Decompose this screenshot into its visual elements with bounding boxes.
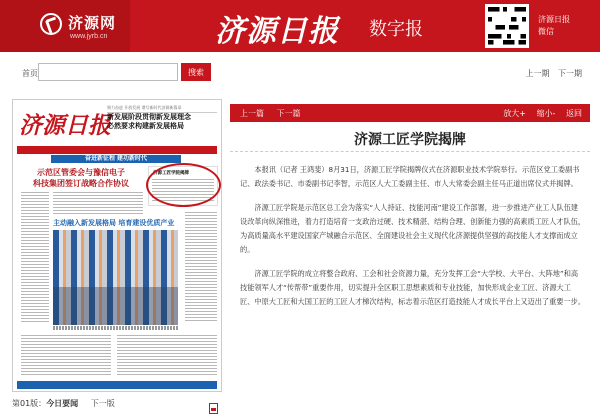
newspaper-mid-title[interactable]: 主动融入新发展格局 培育建设优质产业	[53, 219, 175, 227]
search-input[interactable]	[38, 63, 178, 81]
qr-caption: 济源日报 微信	[538, 15, 570, 36]
pdf-download-icon[interactable]	[209, 403, 218, 414]
prev-article-link[interactable]: 上一篇	[240, 109, 264, 118]
page-nav	[12, 398, 125, 409]
qr-code-icon	[488, 7, 526, 45]
search-button[interactable]: 搜索	[181, 63, 211, 81]
article-tools	[495, 108, 582, 119]
newspaper-ad-line: 聚力奋进 开放发展 谱写新时代济源新篇章	[107, 105, 217, 113]
newspaper-photo[interactable]	[53, 230, 178, 325]
site-name: 济源网	[68, 14, 117, 32]
prev-issue-link[interactable]: 上一期	[525, 69, 550, 78]
page-number: 第01版：	[12, 399, 47, 408]
newspaper-text-column[interactable]	[185, 212, 217, 322]
newspaper-article-mini-title[interactable]: 济源工匠学院揭牌	[153, 171, 189, 176]
newspaper-top-headlines	[107, 105, 217, 131]
newspaper-headline[interactable]: 必然要求构建新发展格局	[107, 122, 184, 130]
newspaper-photo-caption	[53, 326, 178, 330]
brand-title: 济源日报	[215, 14, 339, 49]
newspaper-text-column[interactable]	[21, 335, 111, 377]
back-button[interactable]: 返回	[566, 109, 582, 118]
site-logo-area[interactable]	[0, 0, 130, 52]
article-body	[240, 163, 585, 319]
article-paragraph: 济源工匠学院是示范区总工会为落实“人人持证、技能河南”建设工作部署，进一步推进产业工人队伍建设改革向纵深推进，着力打造培育一支政治过硬、技术精湛、结构合理、创新能力强的高素质工匠人才队伍，为高质量高水平建设国家产城融合示范区、全面建设社会主义现代化济源提供坚强的高技能人才支撑而成立的。	[240, 203, 586, 254]
newspaper-slogan: 奋进新征程 建功新时代	[51, 155, 181, 163]
newspaper-masthead: 济源日报	[19, 112, 111, 139]
article-toolbar	[230, 104, 590, 122]
newspaper-headline[interactable]: 新发展阶段贯彻新发展理念	[107, 113, 191, 121]
site-url: www.jyrb.cn	[70, 33, 108, 40]
article-paragraph: 本报讯（记者 王鸿斐）8月31日，济源工匠学院揭牌仪式在济源职业技术学院举行。示范区党工委副书记、政法委书记、市委副书记李智，示范区人大工委副主任、市人大常委会副主任马正道出席仪式并揭牌。	[240, 165, 580, 188]
newspaper-footer-bar	[17, 381, 217, 389]
lead-line: 示范区管委会与豫信电子	[37, 168, 125, 177]
newspaper-text-column[interactable]	[117, 335, 217, 377]
brand-subtitle: 数字报	[369, 19, 423, 40]
header-banner	[0, 0, 600, 52]
next-page-link[interactable]: 下一版	[90, 399, 115, 408]
zoom-out-button[interactable]: 缩小-	[536, 109, 556, 118]
home-link[interactable]: 首页	[22, 69, 38, 78]
article-title: 济源工匠学院揭牌	[354, 132, 466, 148]
selected-article-highlight	[146, 163, 221, 207]
newspaper-text-column[interactable]	[21, 192, 49, 322]
newspaper-red-band	[17, 146, 217, 154]
zoom-in-button[interactable]: 放大+	[503, 109, 527, 118]
next-issue-link[interactable]: 下一期	[558, 69, 582, 78]
newspaper-page-preview[interactable]	[12, 99, 222, 392]
article-nav	[240, 108, 311, 119]
issue-pager	[519, 68, 582, 79]
next-article-link[interactable]: 下一篇	[276, 109, 301, 118]
article-divider	[230, 151, 590, 152]
qr-code	[485, 4, 529, 48]
page-section-link[interactable]: 今日要闻	[46, 399, 79, 408]
article-paragraph: 济源工匠学院的成立将整合政府、工会和社会资源力量，充分发挥工会“大学校、大平台、大阵地”和高技能领军人才“传帮带”重要作用，切实提升全区职工思想素质和专业技能，加快形成企业工匠、济源大工匠、中原大工匠和大国工匠的工匠人才梯次结构，标志着示范区打造技能人才成长平台上又迈出了重要一步。	[240, 269, 586, 306]
newspaper-text-column[interactable]	[53, 192, 143, 214]
site-logo-icon	[40, 13, 62, 35]
article-panel	[230, 99, 590, 404]
newspaper-lead-story[interactable]	[21, 167, 141, 189]
lead-line: 科技集团签订战略合作协议	[33, 179, 129, 188]
